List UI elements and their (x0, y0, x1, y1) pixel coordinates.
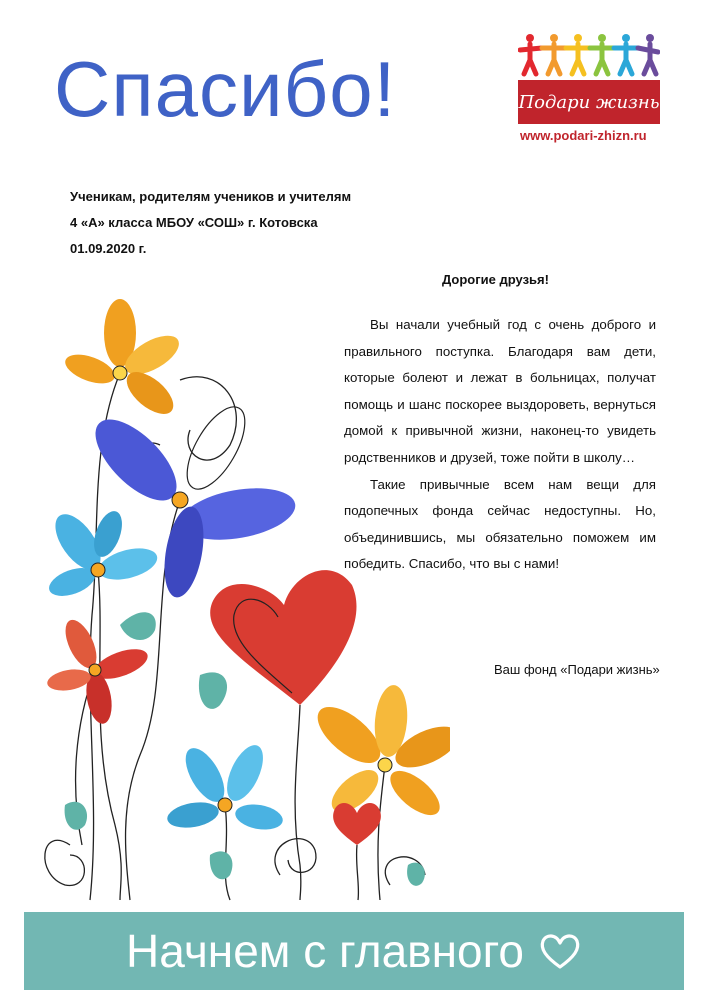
letter-paragraph-2: Такие привычные всем нам вещи для подопечных фонда сейчас недоступны. Но, объединившись, мы обязательно поможем им победить. Спасибо, что вы с нами! (344, 476, 656, 572)
foundation-logo[interactable] (518, 30, 668, 150)
letter-date: 01.09.2020 г. (70, 241, 147, 256)
recipient-line-1: Ученикам, родителям учеников и учителям (70, 189, 352, 204)
logo-name: Подари жизнь (518, 80, 660, 124)
heart-outline-icon (538, 929, 582, 973)
recipient-block (70, 184, 390, 262)
people-chain-icon (518, 30, 660, 78)
letter-signature: Ваш фонд «Подари жизнь» (494, 662, 660, 677)
bottom-banner (24, 912, 684, 990)
letter-greeting: Дорогие друзья! (442, 272, 549, 287)
flowers-illustration (30, 285, 450, 905)
recipient-line-2: 4 «А» класса МБОУ «СОШ» г. Котовска (70, 215, 318, 230)
letter-paragraph-1: Вы начали учебный год с очень доброго и правильного поступка. Благодаря вам дети, которые болеют и лежат в больницах, получат помощь и шанс поскорее выздороветь, вернуться домой к привычной жизни, наконец-то увидеть родственников и друзей, тоже пойти в школу… (344, 317, 656, 465)
page-title: Спасибо! (54, 45, 397, 133)
banner-text: Начнем с главного (126, 925, 524, 977)
logo-url-link[interactable]: www.podari-zhizn.ru (520, 128, 647, 143)
